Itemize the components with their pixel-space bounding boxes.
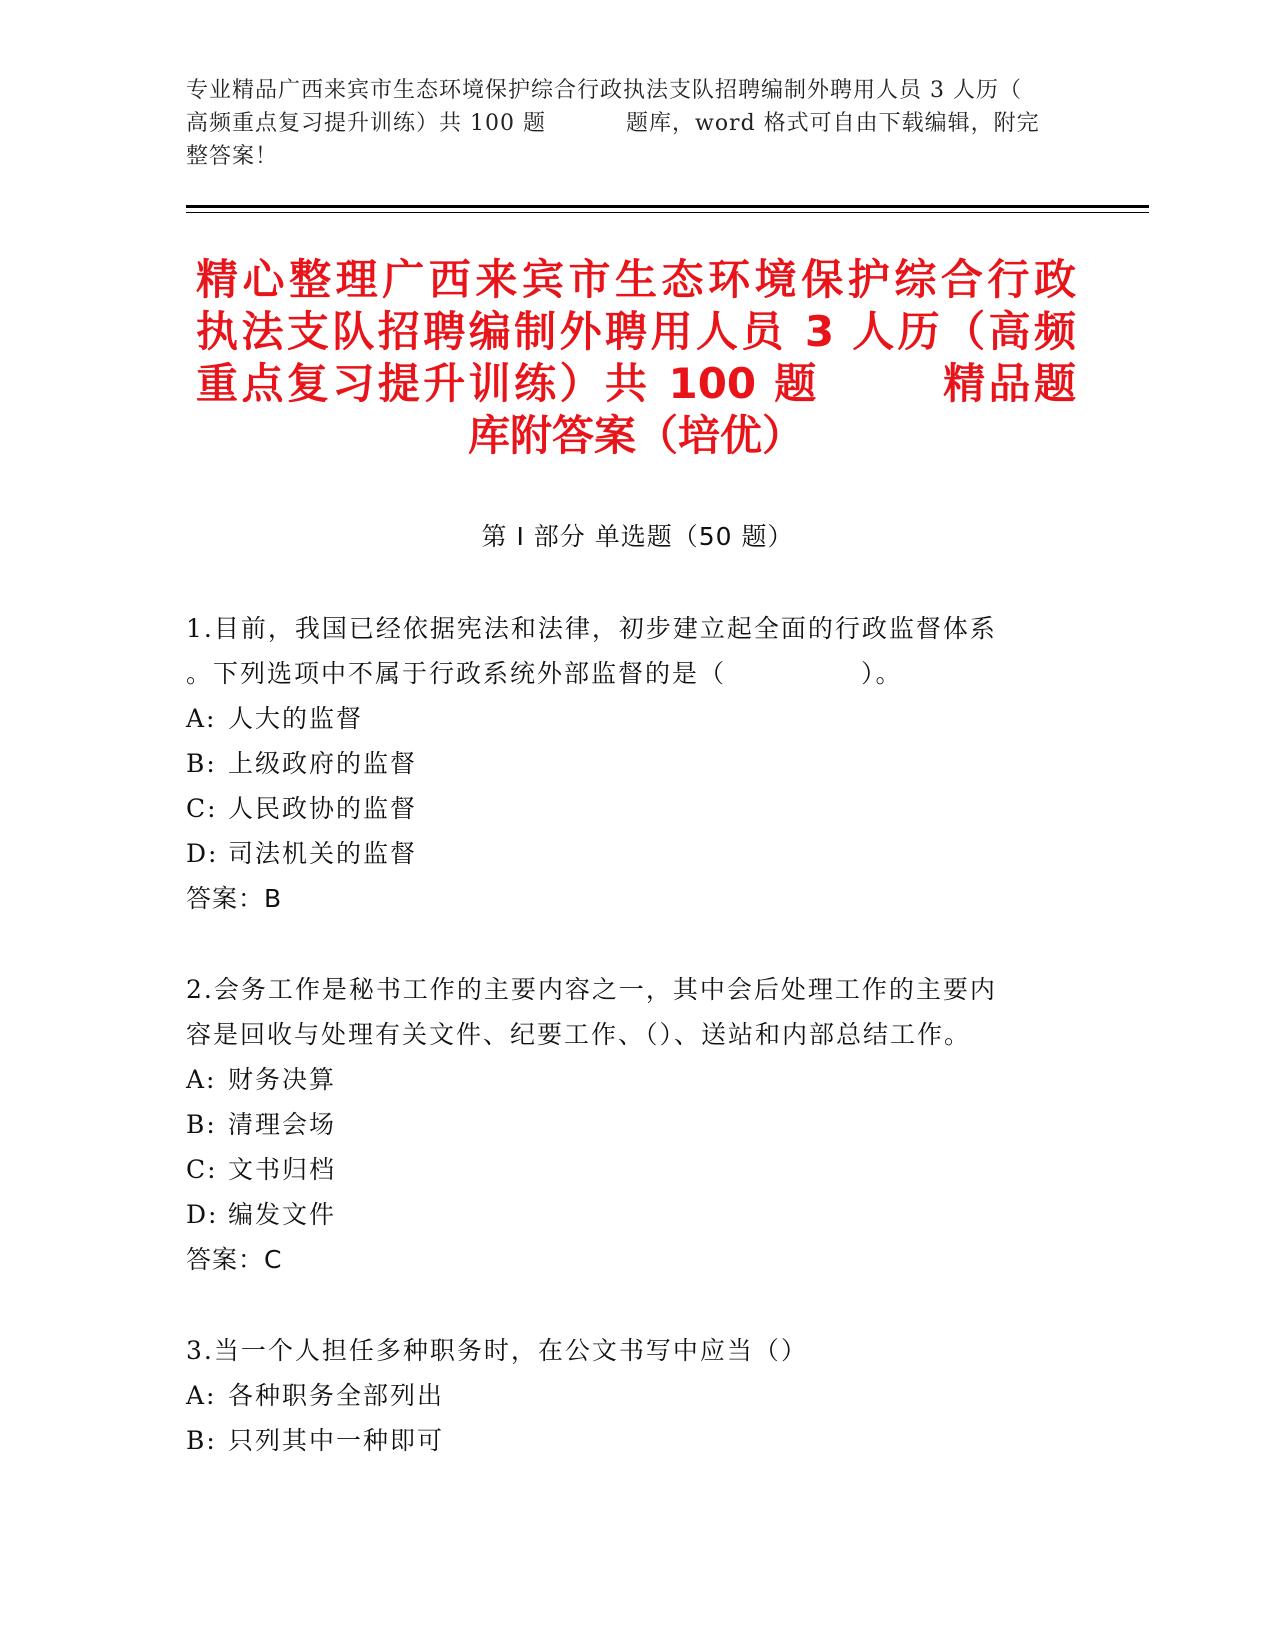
question-2 (186, 967, 1066, 1282)
option-text: 财务决算 (228, 1065, 337, 1094)
option-letter: C: (186, 1155, 218, 1184)
option-c (186, 786, 1066, 831)
section-heading: 第 I 部分 单选题（50 题） (481, 522, 794, 551)
header-divider-thick (186, 205, 1149, 208)
option-text: 各种职务全部列出 (228, 1381, 445, 1410)
option-b (186, 1102, 1066, 1147)
option-letter: D: (186, 1200, 219, 1229)
question-list (186, 606, 1066, 1463)
option-text: 只列其中一种即可 (228, 1426, 445, 1455)
option-text: 编发文件 (228, 1200, 337, 1229)
question-3 (186, 1328, 1066, 1463)
option-text: 人大的监督 (228, 704, 364, 733)
question-stem: 1.目前，我国已经依据宪法和法律，初步建立起全面的行政监督体系 (186, 614, 997, 643)
option-a (186, 1373, 1066, 1418)
option-a (186, 696, 1066, 741)
option-b (186, 1418, 1066, 1463)
option-letter: D: (186, 839, 219, 868)
header-note-line-1: 专业精品广西来宾市生态环境保护综合行政执法支队招聘编制外聘用人员 3 人历（ (186, 78, 1022, 103)
option-d (186, 831, 1066, 876)
option-letter: C: (186, 794, 218, 823)
option-a (186, 1057, 1066, 1102)
header-divider-thin (186, 212, 1149, 213)
question-stem: 3.当一个人担任多种职务时，在公文书写中应当（） (186, 1336, 808, 1365)
title-line-3 (196, 358, 1076, 410)
option-b (186, 741, 1066, 786)
title-line-2: 执法支队招聘编制外聘用人员 3 人历（高频 (196, 307, 1076, 356)
answer-line: 答案：C (186, 1245, 283, 1274)
title-line-3-left: 重点复习提升训练）共 100 题 (196, 359, 820, 408)
option-letter: B: (186, 1426, 217, 1455)
header-note-line-2-left: 高频重点复习提升训练）共 100 题 (186, 111, 546, 136)
option-letter: B: (186, 749, 217, 778)
header-note-line-2 (186, 107, 1086, 140)
option-text: 文书归档 (228, 1155, 337, 1184)
question-1 (186, 606, 1066, 921)
question-stem-cont: 。下列选项中不属于行政系统外部监督的是（ ）。 (186, 659, 903, 688)
answer-line: 答案：B (186, 884, 283, 913)
option-letter: A: (186, 1065, 217, 1094)
document-header-note (186, 74, 1086, 173)
header-note-line-2-right: 题库，word 格式可自由下载编辑，附完 (625, 111, 1040, 136)
option-letter: A: (186, 704, 217, 733)
header-note-line-3: 整答案！ (186, 144, 279, 169)
option-text: 上级政府的监督 (228, 749, 418, 778)
option-text: 清理会场 (228, 1110, 337, 1139)
option-c (186, 1147, 1066, 1192)
title-line-1: 精心整理广西来宾市生态环境保护综合行政 (196, 255, 1076, 304)
option-d (186, 1192, 1066, 1237)
option-text: 司法机关的监督 (228, 839, 418, 868)
option-text: 人民政协的监督 (228, 794, 418, 823)
title-line-4: 库附答案（培优） (467, 411, 804, 460)
option-letter: B: (186, 1110, 217, 1139)
question-stem: 2.会务工作是秘书工作的主要内容之一，其中会后处理工作的主要内 (186, 975, 997, 1004)
document-title (196, 254, 1076, 462)
option-letter: A: (186, 1381, 217, 1410)
title-line-3-right: 精品题 (939, 359, 1076, 408)
question-stem-cont: 容是回收与处理有关文件、纪要工作、（）、送站和内部总结工作。 (186, 1020, 972, 1049)
